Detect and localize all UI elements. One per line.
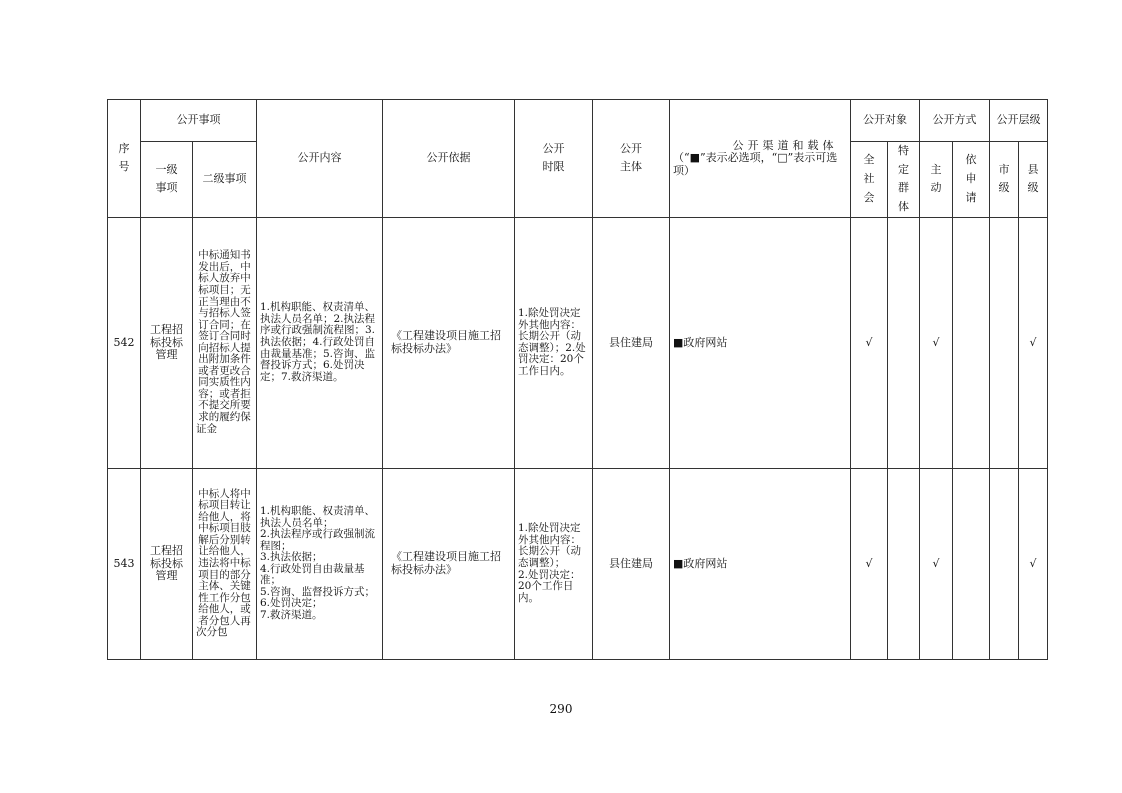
header-whole-society: 全社会 <box>851 142 888 218</box>
header-specific-group: 特定群体 <box>888 142 920 218</box>
row-subject: 县住建局 <box>593 468 670 659</box>
header-level-group: 公开层级 <box>990 100 1048 142</box>
row-content: 1.机构职能、权责清单、执法人员名单；2.执法程序或行政强制流程图；3.执法依据；4.行政处罚自由裁量基准；5.咨询、监督投诉方式；6.处罚决定；7.救济渠道。 <box>257 217 383 468</box>
page-number: 290 <box>549 702 573 716</box>
row-city-check <box>990 217 1019 468</box>
row-level1: 工程招标投标管理 <box>141 468 193 659</box>
header-channel-legend: （“■”表示必选项，“□”表示可选项） <box>673 151 838 177</box>
row-seq: 543 <box>108 468 141 659</box>
row-channel: ■政府网站 <box>670 217 851 468</box>
row-on-request-check <box>953 217 990 468</box>
content-line: 6.处罚决定； <box>260 597 323 610</box>
header-time-limit: 公开时限 <box>515 100 593 218</box>
header-channel <box>670 100 851 218</box>
row-content <box>257 468 383 659</box>
row-time-limit: 1.除处罚决定外其他内容：长期公开（动态调整）；2.处罚决定：20个工作日内。 <box>515 217 593 468</box>
header-method-group: 公开方式 <box>920 100 990 142</box>
header-on-request: 依申请 <box>953 142 990 218</box>
content-line: 7.救济渠道。 <box>260 608 323 621</box>
row-level2: 中标人将中标项目转让给他人，将中标项目肢解后分别转让给他人，违法将中标项目的部分主体、关键性工作分包给他人，或者分包人再次分包 <box>193 468 257 659</box>
header-content: 公开内容 <box>257 100 383 218</box>
content-line: 4.行政处罚自由裁量基准； <box>260 562 365 587</box>
row-whole-society-check: √ <box>851 468 888 659</box>
row-city-check <box>990 468 1019 659</box>
row-channel: ■政府网站 <box>670 468 851 659</box>
row-basis: 《工程建设项目施工招标投标办法》 <box>383 217 515 468</box>
header-channel-title: 公开渠道和载体 <box>732 138 838 152</box>
header-city: 市级 <box>990 142 1019 218</box>
row-county-check: √ <box>1019 217 1048 468</box>
header-active: 主动 <box>920 142 953 218</box>
row-county-check: √ <box>1019 468 1048 659</box>
header-basis: 公开依据 <box>383 100 515 218</box>
row-specific-group-check <box>888 468 920 659</box>
row-level1: 工程招标投标管理 <box>141 217 193 468</box>
header-target-group: 公开对象 <box>851 100 920 142</box>
table-row <box>108 217 1048 468</box>
row-specific-group-check <box>888 217 920 468</box>
time-limit-line: 2.处罚决定：20个工作日内。 <box>518 568 581 604</box>
disclosure-table <box>107 99 1048 660</box>
row-on-request-check <box>953 468 990 659</box>
header-matter-group: 公开事项 <box>141 100 257 142</box>
header-county: 县级 <box>1019 142 1048 218</box>
table-row <box>108 468 1048 659</box>
content-line: 3.执法依据； <box>260 551 323 564</box>
time-limit-line: 1.除处罚决定外其他内容：长期公开（动态调整）； <box>518 522 581 569</box>
row-seq: 542 <box>108 217 141 468</box>
content-line: 2.执法程序或行政强制流程图； <box>260 528 376 552</box>
row-subject: 县住建局 <box>593 217 670 468</box>
header-seq: 序号 <box>108 100 141 218</box>
row-whole-society-check: √ <box>851 217 888 468</box>
content-line: 5.咨询、监督投诉方式； <box>260 585 376 598</box>
content-line: 1.机构职能、权责清单、执法人员名单； <box>260 505 376 529</box>
row-time-limit <box>515 468 593 659</box>
header-level1: 一级事项 <box>141 142 193 218</box>
row-level2: 中标通知书发出后，中标人放弃中标项目；无正当理由不与招标人签订合同；在签订合同时向招标人提出附加条件或者更改合同实质性内容；或者拒不提交所要求的履约保证金 <box>193 217 257 468</box>
header-level2: 二级事项 <box>193 142 257 218</box>
row-active-check: √ <box>920 217 953 468</box>
header-subject: 公开主体 <box>593 100 670 218</box>
row-basis: 《工程建设项目施工招标投标办法》 <box>383 468 515 659</box>
row-active-check: √ <box>920 468 953 659</box>
